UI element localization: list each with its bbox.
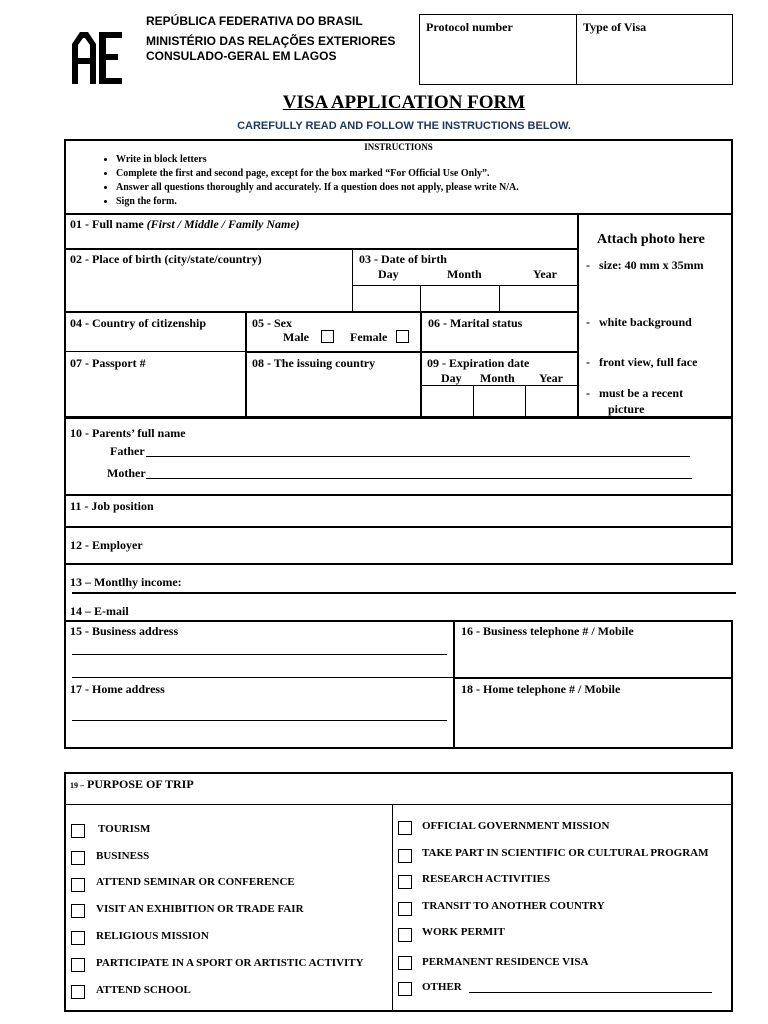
employer-input[interactable] bbox=[140, 530, 728, 560]
date-of-birth-label: 03 - Date of birth bbox=[359, 252, 447, 266]
research-checkbox[interactable] bbox=[398, 875, 412, 889]
form-title: VISA APPLICATION FORM bbox=[282, 92, 526, 113]
email-input[interactable] bbox=[140, 598, 728, 618]
attend-school-checkbox[interactable] bbox=[71, 985, 85, 999]
government-mission-checkbox[interactable] bbox=[398, 821, 412, 835]
business-checkbox[interactable] bbox=[71, 851, 85, 865]
business-address-label: 15 - Business address bbox=[70, 624, 179, 638]
photo-view-text: front view, full face bbox=[599, 355, 698, 369]
photo-title: Attach photo here bbox=[597, 232, 705, 247]
purpose-number: 19 – bbox=[70, 781, 84, 790]
other-input[interactable] bbox=[469, 992, 712, 993]
sex-female-checkbox[interactable] bbox=[396, 330, 409, 343]
passport-input[interactable] bbox=[66, 372, 244, 416]
form-subtitle: CAREFULLY READ AND FOLLOW THE INSTRUCTIONS BELOW. bbox=[237, 120, 571, 132]
citizenship-input[interactable] bbox=[66, 332, 244, 350]
father-input[interactable] bbox=[146, 456, 690, 457]
business-label: BUSINESS bbox=[96, 850, 150, 862]
instruction-item: • Sign the form. bbox=[116, 195, 519, 209]
instructions-list bbox=[66, 153, 519, 209]
photo-size-text: size: 40 mm x 35mm bbox=[599, 258, 704, 272]
photo-size: - size: 40 mm x 35mm bbox=[586, 258, 704, 272]
government-mission-label: OFFICIAL GOVERNMENT MISSION bbox=[422, 820, 610, 832]
transit-checkbox[interactable] bbox=[398, 902, 412, 916]
exp-month-label: Month bbox=[480, 371, 515, 385]
photo-view: - front view, full face bbox=[586, 355, 698, 369]
permanent-residence-label: PERMANENT RESIDENCE VISA bbox=[422, 956, 589, 968]
exp-year-input[interactable] bbox=[526, 386, 577, 417]
religious-mission-label: RELIGIOUS MISSION bbox=[96, 930, 209, 942]
mother-input[interactable] bbox=[146, 478, 692, 479]
research-label: RESEARCH ACTIVITIES bbox=[422, 873, 551, 885]
home-address-label: 17 - Home address bbox=[70, 682, 165, 696]
father-label: Father bbox=[110, 444, 145, 458]
header-ministry: MINISTÉRIO DAS RELAÇÕES EXTERIORES bbox=[146, 34, 396, 48]
exp-month-input[interactable] bbox=[474, 386, 524, 417]
other-label: OTHER bbox=[422, 981, 462, 993]
dob-month-label: Month bbox=[447, 267, 482, 281]
marital-status-label: 06 - Marital status bbox=[428, 316, 523, 330]
mother-label: Mother bbox=[107, 466, 146, 480]
tourism-label: TOURISM bbox=[98, 823, 151, 835]
scientific-program-checkbox[interactable] bbox=[398, 849, 412, 863]
business-phone-input[interactable] bbox=[457, 640, 729, 675]
sport-artistic-checkbox[interactable] bbox=[71, 958, 85, 972]
purpose-heading bbox=[70, 777, 194, 792]
place-of-birth-input[interactable] bbox=[66, 268, 350, 310]
sex-male-label: Male bbox=[283, 330, 309, 344]
attend-school-label: ATTEND SCHOOL bbox=[96, 984, 191, 996]
parents-label: 10 - Parents’ full name bbox=[70, 426, 186, 440]
business-phone-label: 16 - Business telephone # / Mobile bbox=[461, 624, 634, 638]
email-label: 14 – E-mail bbox=[70, 604, 129, 618]
monthly-income-input[interactable] bbox=[195, 568, 728, 590]
seminar-label: ATTEND SEMINAR OR CONFERENCE bbox=[96, 876, 295, 888]
instruction-item: • Write in block letters bbox=[116, 153, 519, 167]
issuing-country-input[interactable] bbox=[248, 372, 419, 416]
home-address-input[interactable] bbox=[72, 720, 447, 721]
business-address-input-2[interactable] bbox=[72, 677, 453, 678]
header-consulate: CONSULADO-GERAL EM LAGOS bbox=[146, 49, 337, 63]
other-checkbox[interactable] bbox=[398, 982, 412, 996]
exp-day-input[interactable] bbox=[422, 386, 472, 417]
seminar-checkbox[interactable] bbox=[71, 878, 85, 892]
photo-background: - white background bbox=[586, 315, 692, 329]
passport-label: 07 - Passport # bbox=[70, 356, 146, 370]
full-name-input[interactable] bbox=[66, 232, 576, 248]
full-name-number: 01 - Full name bbox=[70, 217, 144, 231]
issuing-country-label: 08 - The issuing country bbox=[252, 356, 376, 370]
sex-female-label: Female bbox=[350, 330, 388, 344]
dob-month-input[interactable] bbox=[421, 286, 498, 311]
dob-year-input[interactable] bbox=[500, 286, 577, 311]
place-of-birth-label: 02 - Place of birth (city/state/country) bbox=[70, 252, 262, 266]
purpose-heading-text: PURPOSE OF TRIP bbox=[87, 777, 194, 791]
photo-background-text: white background bbox=[599, 315, 692, 329]
sport-artistic-label: PARTICIPATE IN A SPORT OR ARTISTIC ACTIVITY bbox=[96, 957, 364, 969]
instruction-item: • Complete the first and second page, except for the box marked “For Official Use Only”. bbox=[116, 167, 519, 181]
dob-year-label: Year bbox=[533, 267, 557, 281]
full-name-label bbox=[70, 217, 300, 232]
permanent-residence-checkbox[interactable] bbox=[398, 956, 412, 970]
purpose-box bbox=[64, 772, 733, 1012]
home-phone-input[interactable] bbox=[457, 698, 729, 746]
visa-type-label: Type of Visa bbox=[583, 20, 647, 34]
tourism-checkbox[interactable] bbox=[71, 824, 85, 838]
monthly-income-label: 13 – Montlhy income: bbox=[70, 575, 182, 589]
citizenship-label: 04 - Country of citizenship bbox=[70, 316, 206, 330]
marital-status-input[interactable] bbox=[424, 332, 576, 350]
photo-recent: - must be a recent bbox=[586, 386, 684, 400]
work-permit-label: WORK PERMIT bbox=[422, 926, 505, 938]
expiration-date-label: 09 - Expiration date bbox=[427, 356, 530, 370]
exp-year-label: Year bbox=[539, 371, 563, 385]
consulate-logo bbox=[70, 30, 124, 86]
home-phone-label: 18 - Home telephone # / Mobile bbox=[461, 682, 621, 696]
full-name-hint: (First / Middle / Family Name) bbox=[146, 217, 300, 231]
protocol-number-label: Protocol number bbox=[426, 20, 513, 34]
job-position-label: 11 - Job position bbox=[70, 499, 154, 513]
exp-day-label: Day bbox=[441, 371, 462, 385]
exhibition-checkbox[interactable] bbox=[71, 904, 85, 918]
photo-recent-continued: picture bbox=[608, 402, 645, 416]
sex-label: 05 - Sex bbox=[252, 316, 292, 330]
business-address-input[interactable] bbox=[72, 654, 447, 655]
header-republic: REPÚBLICA FEDERATIVA DO BRASIL bbox=[146, 14, 363, 28]
scientific-program-label: TAKE PART IN SCIENTIFIC OR CULTURAL PROGRAM bbox=[422, 847, 709, 859]
work-permit-checkbox[interactable] bbox=[398, 928, 412, 942]
sex-male-checkbox[interactable] bbox=[321, 330, 334, 343]
dob-day-label: Day bbox=[378, 267, 399, 281]
employer-label: 12 - Employer bbox=[70, 538, 143, 552]
transit-label: TRANSIT TO ANOTHER COUNTRY bbox=[422, 900, 605, 912]
exhibition-label: VISIT AN EXHIBITION OR TRADE FAIR bbox=[96, 903, 304, 915]
instructions-heading: INSTRUCTIONS bbox=[364, 142, 433, 152]
instruction-item: • Answer all questions thoroughly and accurately. If a question does not apply, please write N/A. bbox=[116, 181, 519, 195]
photo-recent-text: must be a recent bbox=[599, 386, 684, 400]
job-position-input[interactable] bbox=[170, 498, 728, 524]
religious-mission-checkbox[interactable] bbox=[71, 931, 85, 945]
dob-day-input[interactable] bbox=[353, 286, 419, 311]
